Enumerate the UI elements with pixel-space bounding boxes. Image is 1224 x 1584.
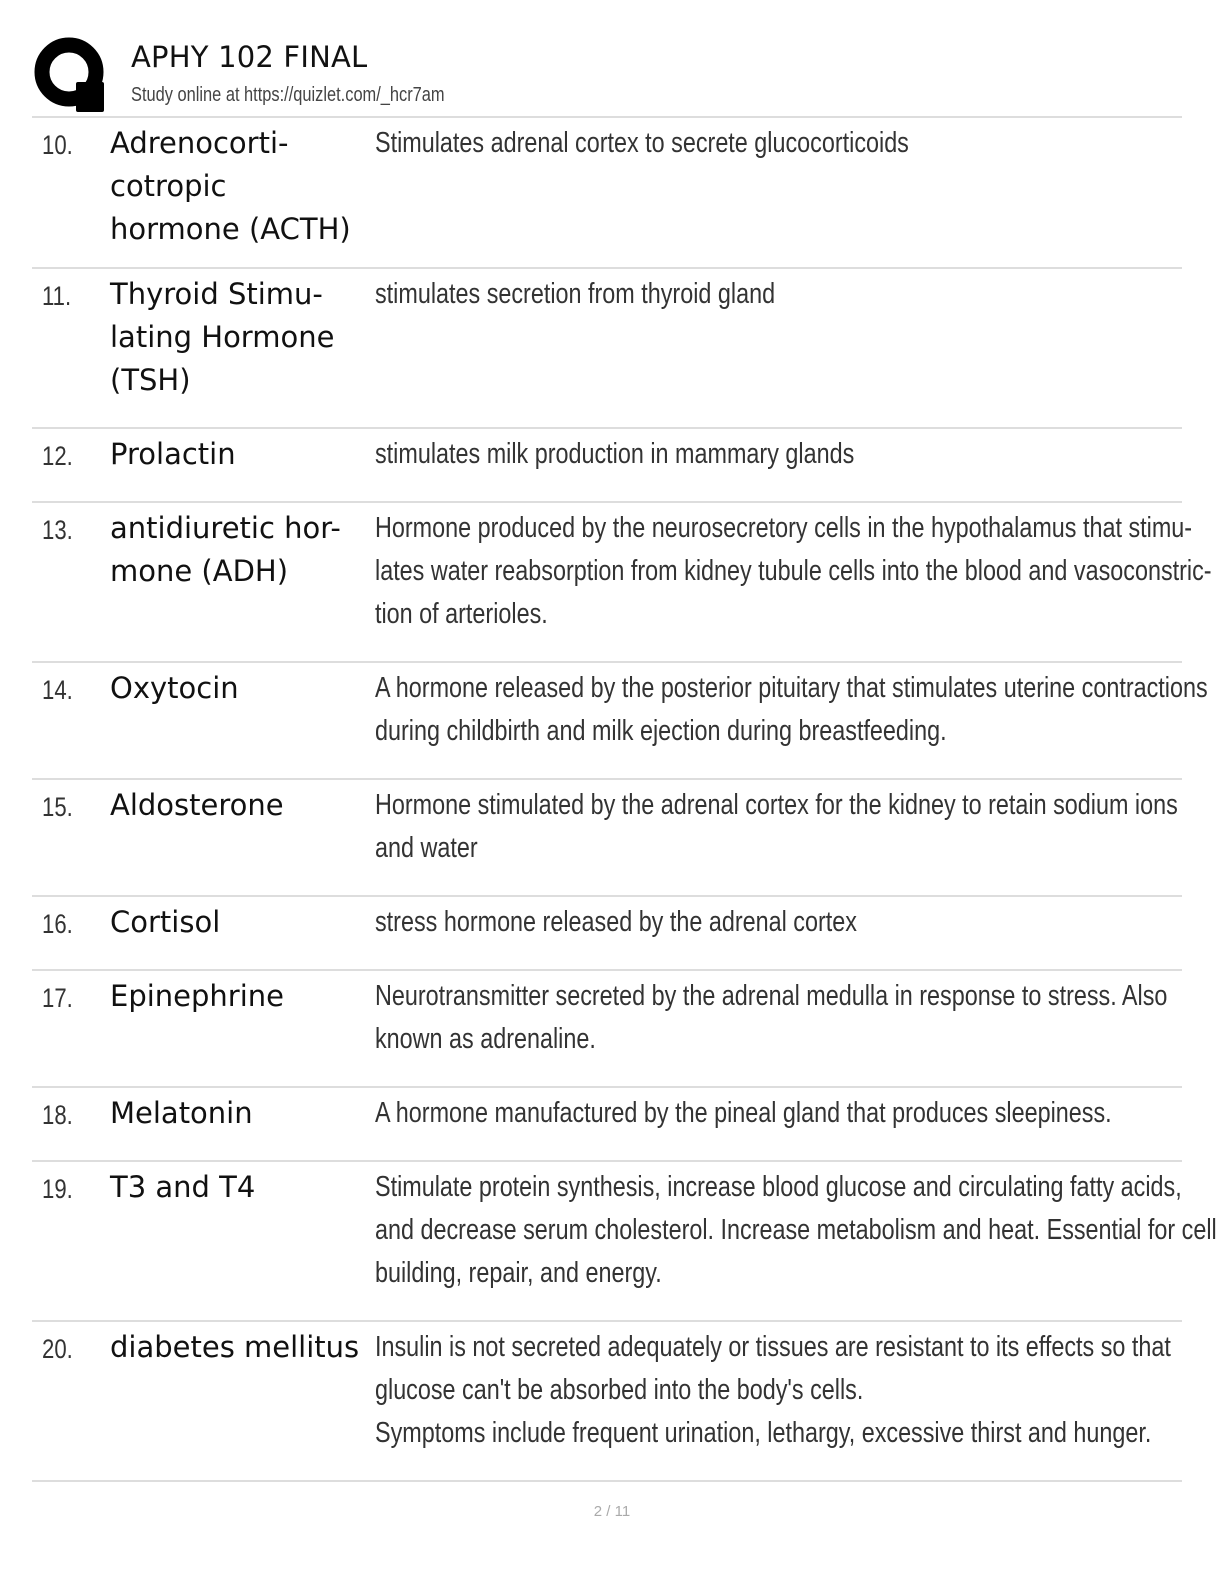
card-definition-line: lates water reabsorption from kidney tubule cells into the blood and vasoconstric- — [375, 555, 1212, 587]
card-definition-line: building, repair, and energy. — [375, 1257, 662, 1289]
flashcard-row — [32, 269, 1182, 429]
card-definition-line: Hormone stimulated by the adrenal cortex for the kidney to retain sodium ions — [375, 789, 1178, 821]
card-definition — [375, 784, 1178, 870]
card-number: 15. — [42, 792, 73, 822]
card-term — [110, 975, 372, 1018]
card-definition-line: Stimulates adrenal cortex to secrete glucocorticoids — [375, 127, 909, 159]
card-definition-line: and decrease serum cholesterol. Increase metabolism and heat. Essential for cell — [375, 1214, 1217, 1246]
card-definition — [375, 433, 1166, 476]
flashcard-row — [32, 1162, 1217, 1322]
card-definition-line: and water — [375, 832, 478, 864]
card-definition — [375, 667, 1208, 753]
card-definition-line: tion of arterioles. — [375, 598, 548, 630]
card-definition-line: known as adrenaline. — [375, 1023, 596, 1055]
card-term — [110, 122, 372, 251]
flashcard-row — [32, 1322, 1182, 1482]
page-title: APHY 102 FINAL — [131, 40, 368, 74]
card-definition-line: stimulates secretion from thyroid gland — [375, 278, 776, 310]
card-term — [110, 1326, 372, 1369]
card-definition — [375, 901, 1166, 944]
flashcard-row — [32, 897, 1182, 971]
card-number: 16. — [42, 909, 73, 939]
card-definition-line: Hormone produced by the neurosecretory cells in the hypothalamus that stimu- — [375, 512, 1193, 544]
card-term-line: cotropic — [110, 169, 227, 203]
card-definition — [375, 1326, 1171, 1455]
card-number: 12. — [42, 441, 73, 471]
page-header — [32, 34, 1182, 114]
card-term — [110, 667, 372, 710]
card-definition-line: Neurotransmitter secreted by the adrenal medulla in response to stress. Also — [375, 980, 1168, 1012]
card-number: 10. — [42, 130, 73, 160]
card-term — [110, 1166, 372, 1209]
card-term-line: antidiuretic hor- — [110, 511, 341, 545]
card-term — [110, 507, 372, 593]
card-definition — [375, 1092, 1166, 1135]
card-term — [110, 1092, 372, 1135]
card-definition — [375, 975, 1166, 1061]
card-term — [110, 784, 372, 827]
card-number: 19. — [42, 1174, 73, 1204]
card-term — [110, 901, 372, 944]
flashcard-row — [32, 429, 1182, 503]
card-term-line: hormone (ACTH) — [110, 212, 351, 246]
card-definition-line: glucose can't be absorbed into the body's cells. — [375, 1374, 864, 1406]
card-definition-line: stimulates milk production in mammary glands — [375, 438, 855, 470]
flashcard-row — [32, 780, 1182, 897]
card-definition-line: Stimulate protein synthesis, increase blood glucose and circulating fatty acids, — [375, 1171, 1182, 1203]
flashcard-table — [32, 116, 1217, 1482]
card-term-line: (TSH) — [110, 363, 191, 397]
card-number: 11. — [42, 281, 72, 311]
card-definition — [375, 122, 1166, 165]
quizlet-logo-icon — [32, 34, 110, 112]
flashcard-row — [32, 503, 1212, 663]
card-definition-line: A hormone released by the posterior pituitary that stimulates uterine contractions — [375, 672, 1208, 704]
card-term-line: diabetes mellitus — [110, 1330, 360, 1364]
study-online-link[interactable]: Study online at https://quizlet.com/_hcr7am — [131, 84, 445, 106]
flashcard-row — [32, 1088, 1182, 1162]
card-term-line: Cortisol — [110, 905, 221, 939]
card-definition — [375, 1166, 1217, 1295]
card-number: 17. — [42, 983, 73, 1013]
card-term — [110, 273, 372, 402]
card-term — [110, 433, 372, 476]
card-term-line: Epinephrine — [110, 979, 284, 1013]
card-term-line: lating Hormone — [110, 320, 335, 354]
card-term-line: T3 and T4 — [110, 1170, 256, 1204]
card-definition — [375, 507, 1212, 636]
flashcard-row — [32, 971, 1182, 1088]
card-definition — [375, 273, 1166, 316]
card-term-line: Prolactin — [110, 437, 236, 471]
flashcard-row — [32, 118, 1182, 269]
card-number: 20. — [42, 1334, 73, 1364]
card-term-line: Adrenocorti- — [110, 126, 289, 160]
card-definition-line: A hormone manufactured by the pineal gland that produces sleepiness. — [375, 1097, 1112, 1129]
card-term-line: mone (ADH) — [110, 554, 289, 588]
card-number: 13. — [42, 515, 73, 545]
card-number: 18. — [42, 1100, 73, 1130]
card-term-line: Aldosterone — [110, 788, 284, 822]
page-indicator: 2 / 11 — [593, 1503, 631, 1520]
card-definition-line: Insulin is not secreted adequately or tissues are resistant to its effects so that — [375, 1331, 1171, 1363]
card-number: 14. — [42, 675, 73, 705]
flashcard-row — [32, 663, 1208, 780]
card-definition-line: stress hormone released by the adrenal cortex — [375, 906, 857, 938]
card-term-line: Thyroid Stimu- — [110, 277, 323, 311]
card-definition-line: during childbirth and milk ejection during breastfeeding. — [375, 715, 947, 747]
card-term-line: Melatonin — [110, 1096, 253, 1130]
card-definition-line: Symptoms include frequent urination, lethargy, excessive thirst and hunger. — [375, 1417, 1152, 1449]
card-term-line: Oxytocin — [110, 671, 239, 705]
